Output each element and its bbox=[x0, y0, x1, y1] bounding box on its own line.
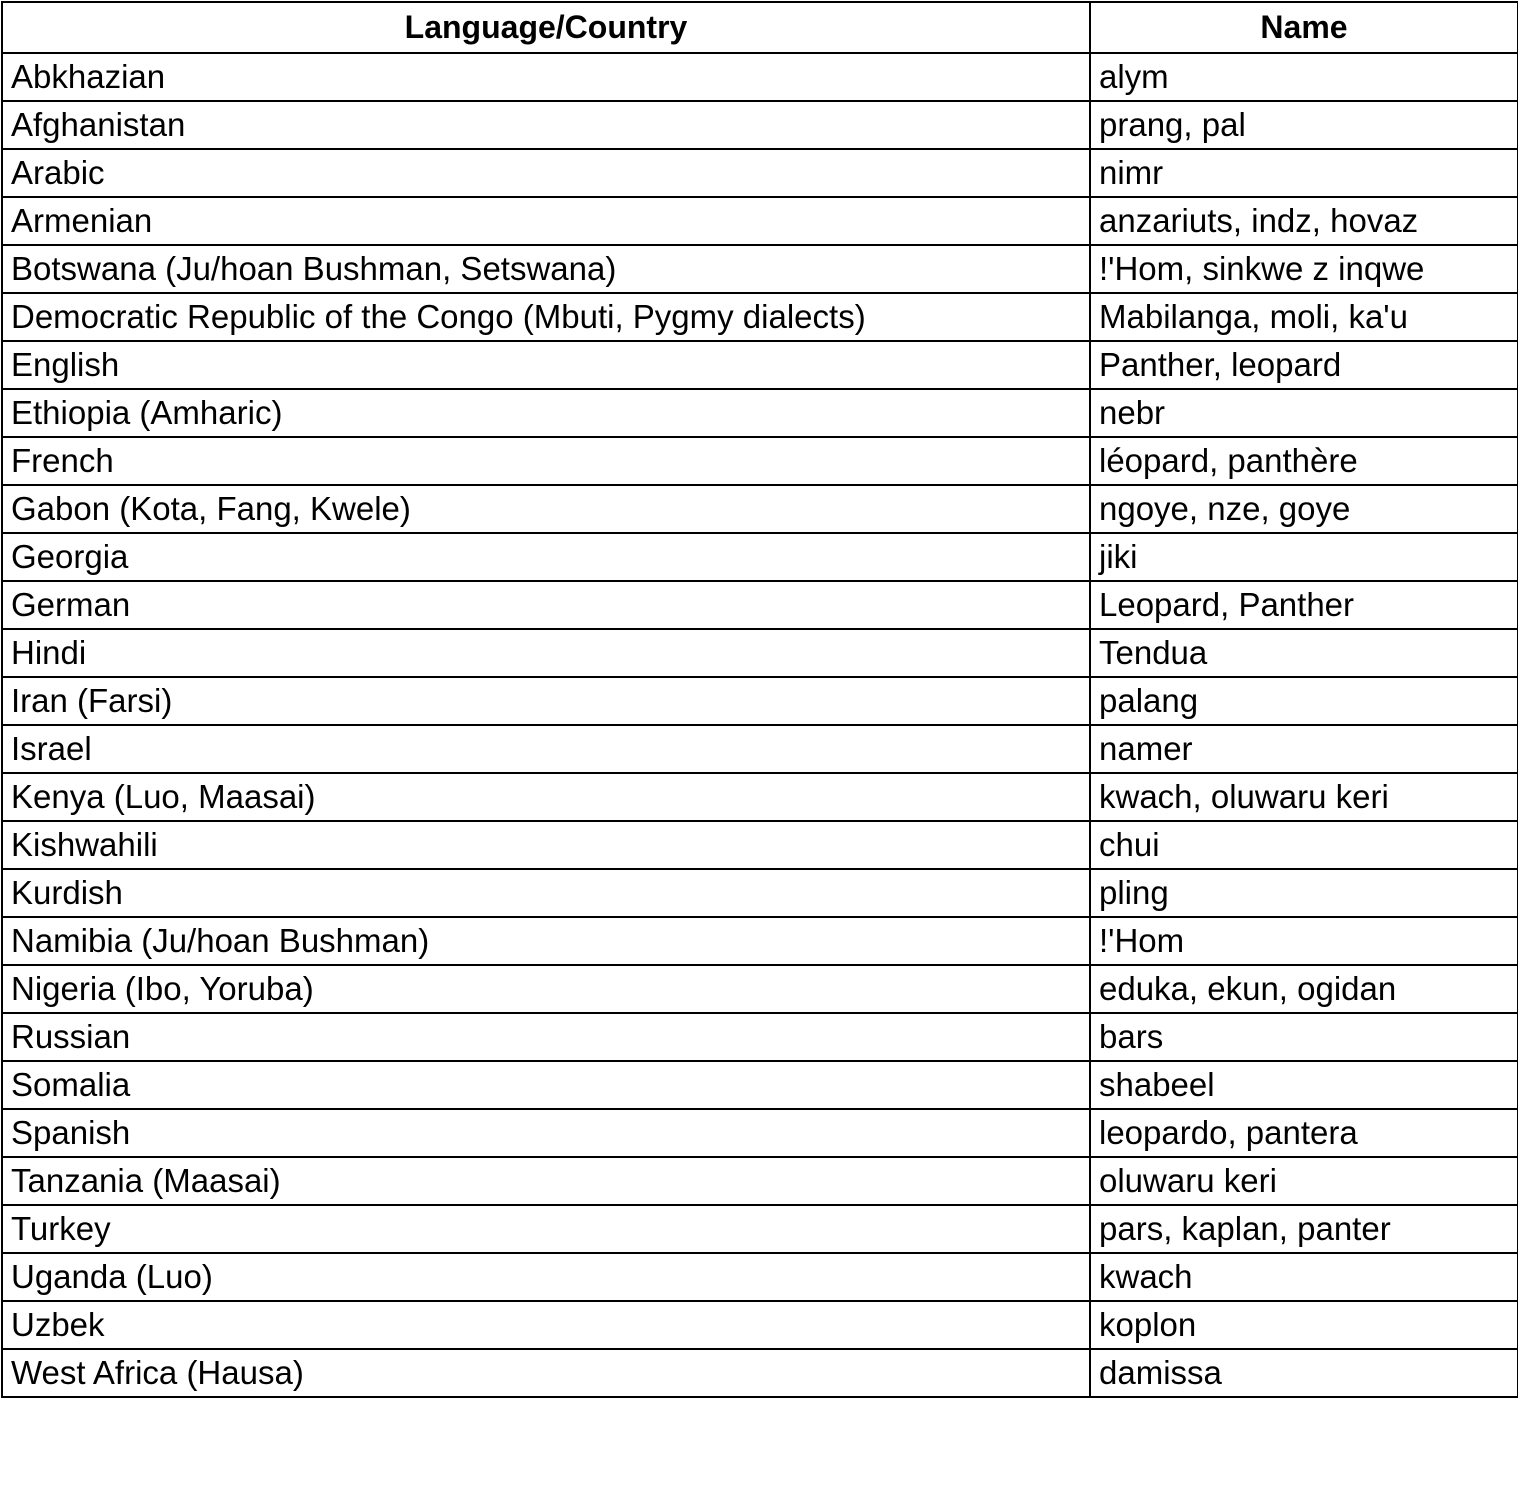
cell-language-country: Iran (Farsi) bbox=[2, 677, 1090, 725]
cell-name: ngoye, nze, goye bbox=[1090, 485, 1518, 533]
cell-language-country: Armenian bbox=[2, 197, 1090, 245]
column-header-name: Name bbox=[1090, 2, 1518, 53]
table-row bbox=[2, 581, 1518, 629]
cell-name: kwach bbox=[1090, 1253, 1518, 1301]
cell-name: prang, pal bbox=[1090, 101, 1518, 149]
cell-name: pars, kaplan, panter bbox=[1090, 1205, 1518, 1253]
table-row bbox=[2, 1109, 1518, 1157]
table-row bbox=[2, 1061, 1518, 1109]
cell-language-country: West Africa (Hausa) bbox=[2, 1349, 1090, 1397]
table-row bbox=[2, 917, 1518, 965]
cell-language-country: Abkhazian bbox=[2, 53, 1090, 101]
table-row bbox=[2, 1205, 1518, 1253]
table-row bbox=[2, 245, 1518, 293]
cell-name: !'Hom, sinkwe z inqwe bbox=[1090, 245, 1518, 293]
table-row bbox=[2, 1301, 1518, 1349]
cell-name: léopard, panthère bbox=[1090, 437, 1518, 485]
cell-name: eduka, ekun, ogidan bbox=[1090, 965, 1518, 1013]
cell-language-country: Ethiopia (Amharic) bbox=[2, 389, 1090, 437]
cell-name: !'Hom bbox=[1090, 917, 1518, 965]
cell-name: Leopard, Panther bbox=[1090, 581, 1518, 629]
table-row bbox=[2, 485, 1518, 533]
cell-language-country: Russian bbox=[2, 1013, 1090, 1061]
cell-language-country: Turkey bbox=[2, 1205, 1090, 1253]
table-row bbox=[2, 773, 1518, 821]
table-row bbox=[2, 533, 1518, 581]
table-row bbox=[2, 341, 1518, 389]
cell-language-country: Hindi bbox=[2, 629, 1090, 677]
table-row bbox=[2, 293, 1518, 341]
cell-language-country: Nigeria (Ibo, Yoruba) bbox=[2, 965, 1090, 1013]
cell-language-country: Kenya (Luo, Maasai) bbox=[2, 773, 1090, 821]
table-row bbox=[2, 53, 1518, 101]
cell-language-country: Spanish bbox=[2, 1109, 1090, 1157]
header-row bbox=[2, 2, 1518, 53]
table-row bbox=[2, 149, 1518, 197]
table-body bbox=[2, 53, 1518, 1397]
cell-language-country: Kishwahili bbox=[2, 821, 1090, 869]
cell-language-country: Georgia bbox=[2, 533, 1090, 581]
table-row bbox=[2, 725, 1518, 773]
cell-language-country: Uganda (Luo) bbox=[2, 1253, 1090, 1301]
table-row bbox=[2, 101, 1518, 149]
cell-name: chui bbox=[1090, 821, 1518, 869]
table-row bbox=[2, 965, 1518, 1013]
cell-name: bars bbox=[1090, 1013, 1518, 1061]
table-row bbox=[2, 197, 1518, 245]
table-row bbox=[2, 869, 1518, 917]
cell-name: leopardo, pantera bbox=[1090, 1109, 1518, 1157]
cell-name: Mabilanga, moli, ka'u bbox=[1090, 293, 1518, 341]
cell-language-country: German bbox=[2, 581, 1090, 629]
cell-name: namer bbox=[1090, 725, 1518, 773]
cell-language-country: Arabic bbox=[2, 149, 1090, 197]
cell-name: Tendua bbox=[1090, 629, 1518, 677]
cell-language-country: Democratic Republic of the Congo (Mbuti, Pygmy dialects) bbox=[2, 293, 1090, 341]
table-row bbox=[2, 821, 1518, 869]
cell-language-country: English bbox=[2, 341, 1090, 389]
cell-language-country: Afghanistan bbox=[2, 101, 1090, 149]
cell-name: jiki bbox=[1090, 533, 1518, 581]
cell-language-country: Somalia bbox=[2, 1061, 1090, 1109]
cell-name: koplon bbox=[1090, 1301, 1518, 1349]
cell-language-country: Kurdish bbox=[2, 869, 1090, 917]
table-row bbox=[2, 629, 1518, 677]
cell-name: nebr bbox=[1090, 389, 1518, 437]
table-row bbox=[2, 1253, 1518, 1301]
cell-name: pling bbox=[1090, 869, 1518, 917]
cell-language-country: Israel bbox=[2, 725, 1090, 773]
table-row bbox=[2, 1157, 1518, 1205]
cell-language-country: French bbox=[2, 437, 1090, 485]
table-row bbox=[2, 389, 1518, 437]
cell-language-country: Botswana (Ju/hoan Bushman, Setswana) bbox=[2, 245, 1090, 293]
cell-name: nimr bbox=[1090, 149, 1518, 197]
cell-name: shabeel bbox=[1090, 1061, 1518, 1109]
cell-name: Panther, leopard bbox=[1090, 341, 1518, 389]
table-row bbox=[2, 437, 1518, 485]
cell-name: palang bbox=[1090, 677, 1518, 725]
cell-name: damissa bbox=[1090, 1349, 1518, 1397]
name-table bbox=[1, 1, 1518, 1398]
table-row bbox=[2, 677, 1518, 725]
cell-name: kwach, oluwaru keri bbox=[1090, 773, 1518, 821]
cell-name: oluwaru keri bbox=[1090, 1157, 1518, 1205]
table-row bbox=[2, 1349, 1518, 1397]
cell-name: anzariuts, indz, hovaz bbox=[1090, 197, 1518, 245]
cell-language-country: Uzbek bbox=[2, 1301, 1090, 1349]
cell-language-country: Namibia (Ju/hoan Bushman) bbox=[2, 917, 1090, 965]
cell-language-country: Tanzania (Maasai) bbox=[2, 1157, 1090, 1205]
cell-language-country: Gabon (Kota, Fang, Kwele) bbox=[2, 485, 1090, 533]
cell-name: alym bbox=[1090, 53, 1518, 101]
table-row bbox=[2, 1013, 1518, 1061]
column-header-language-country: Language/Country bbox=[2, 2, 1090, 53]
